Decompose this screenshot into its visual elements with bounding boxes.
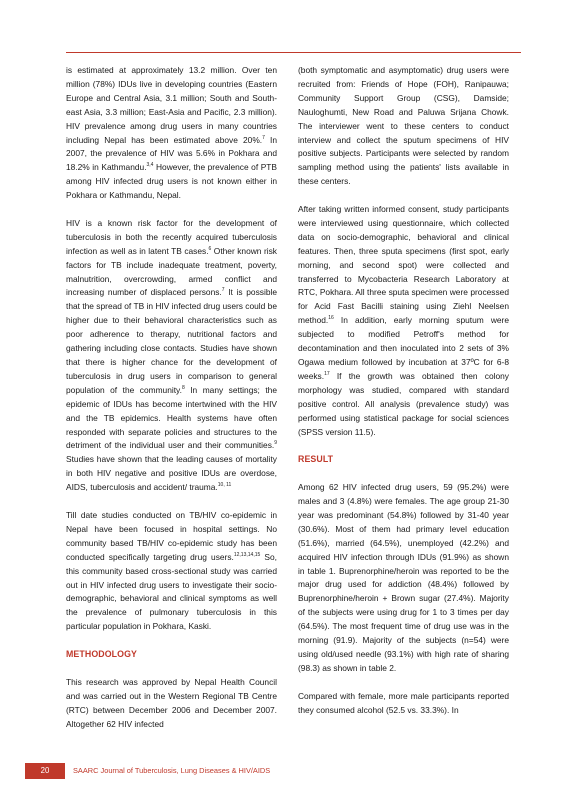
citation-ref: 16 [328,315,334,322]
header-rule [66,52,521,53]
page-footer [0,763,566,779]
body-paragraph [66,676,277,732]
citation-ref: 3,4 [146,162,154,169]
paragraph-text: It is possible that the spread of TB in HIV infected drug users could be higher due to their behavioral characteristics such as poor adherence to therapy, nutritional factors and gathering including close contacts. Studies have shown that there is higher chance for the development of tuberculosis in drug users in comparison to general population of the community. [66,287,277,395]
citation-ref: 8 [181,385,185,392]
paragraph-text: Other known risk factors for TB include inadequate treatment, poverty, malnutrition, overcrowding, armed conflict and increasing number of displaced persons. [66,245,277,298]
paragraph-text: In addition, early morning sputum were subjected to modified Petroff's method for decontamination and then inoculated into 2 sets of 3% Ogawa medium followed by incubation at 37ºC for 6-8 weeks. [298,315,509,381]
body-paragraph [298,64,509,189]
citation-ref: 17 [324,371,330,378]
body-paragraph [298,690,509,718]
paragraph-text: (both symptomatic and asymptomatic) drug users were recruited from: Friends of Hope (FOH), Ranipauwa; Community Support Group (CSG), Damside; Nauloghumti, New Road and Paluwa Srijana Chowk. The interviewer went to these centers to conduct interview and collect the sputum specimens of HIV positive subjects. Participants were selected by random sampling method using the patients' lists available in these centers. [298,65,509,187]
journal-title: SAARC Journal of Tuberculosis, Lung Diseases & HIV/AIDS [73,766,271,775]
section-heading: RESULT [298,454,334,465]
section-heading: METHODOLOGY [66,649,137,660]
paragraph-text: Till date studies conducted on TB/HIV co-epidemic in Nepal have been focused in hospital settings. No community based TB/HIV co-epidemic study has been conducted specifically targeting drug users. [66,509,277,562]
paragraph-text: However, the prevalence of PTB among HIV infected drug users is not known either in Pokhara or Kathmandu, Nepal. [66,162,277,201]
paragraph-text: HIV is a known risk factor for the development of tuberculosis in both the recently acquired tuberculosis infection as well as in latent TB cases. [66,217,277,256]
body-paragraph [298,481,509,676]
right-column [298,64,509,731]
body-paragraph [66,509,277,634]
citation-ref: 10, 11 [217,482,232,489]
paragraph-text: Among 62 HIV infected drug users, 59 (95.2%) were males and 3 (4.8%) were females. The age group 21-30 year was predominant (54.8%) followed by 31-40 year (30.6%). Most of them had primary level education (51.6%), married (64.5%), unemployed (42.2%) and acquired HIV infection through IDUs (91.9%) as shown in table 1. Buprenorphine/heroin was reported to be the major drug used for addiction (48.4%) followed by Buprenorphine/heroin + Brown sugar (27.4%). Majority of the subjects were using drug for 1 to 3 times per day (64.5%). The most frequent time of drug use was in the morning (91.9). Majority of the subjects (n=54) were using old/used needle (93.1%) with high rate of sharing (98.3) as shown in table 2. [298,482,509,673]
paragraph-text: If the growth was obtained then colony morphology was studied, compared with standard positive control. All analysis (prevalence study) was performed using statistical package for social sciences (SPSS version 11.5). [298,370,509,437]
paragraph-text: In many settings; the epidemic of IDUs has become intertwined with the HIV and the TB epidemics. Health systems have often responded with separate policies and structures to the detriment of the individual user and their communities. [66,384,277,451]
body-paragraph [66,64,277,203]
citation-ref: 7 [221,287,225,294]
body-paragraph [66,217,277,495]
citation-ref: 7 [262,134,265,141]
citation-ref: 9 [274,440,277,447]
left-column [66,64,277,745]
paragraph-text: This research was approved by Nepal Health Council and was carried out in the Western Regional TB Centre (RTC) between December 2006 and December 2007. Altogether 62 HIV infected [66,676,277,729]
paragraph-text: Compared with female, more male participants reported they consumed alcohol (52.5 vs. 33.3%). In [298,690,509,715]
paragraph-text: In 2007, the prevalence of HIV was 5.6% in Pokhara and 18.2% in Kathmandu. [66,134,277,173]
body-paragraph [298,203,509,439]
paragraph-text: So, this community based cross-sectional study was carried out in HIV infected drug users to investigate their socio-demographic, behavioral and clinical symptoms as well the prevalence of pulmonary tuberculosis in this particular population in Pokhara, Kaski. [66,551,277,632]
page-number: 20 [25,763,65,779]
citation-ref: 6 [208,245,212,252]
paragraph-text: is estimated at approximately 13.2 million. Over ten million (78%) IDUs live in developing countries (Eastern Europe and Central Asia, 3.1 million; South and South-east Asia, 3.3 million; East-Asia and Pacific, 2.3 million). HIV prevalence among drug users in many countries including Nepal has been estimated above 20%. [66,65,277,145]
citation-ref: 12,13,14,15 [233,551,261,558]
paragraph-text: After taking written informed consent, study participants were interviewed using questionnaire, which collected data on socio-demographic, behavioral and clinical features. Then, three sputa specimens (first spot, early morning, and second spot) were collected and transferred to Mycobacteria Research Laboratory at RTC, Pokhara. All three sputa specimen were processed for Acid Fast Bacilli staining using Ziehl Neelsen method. [298,204,509,326]
paragraph-text: Studies have shown that the leading causes of mortality in both HIV negative and positive IDUs are overdose, AIDS, tuberculosis and accident/ trauma. [66,454,277,493]
